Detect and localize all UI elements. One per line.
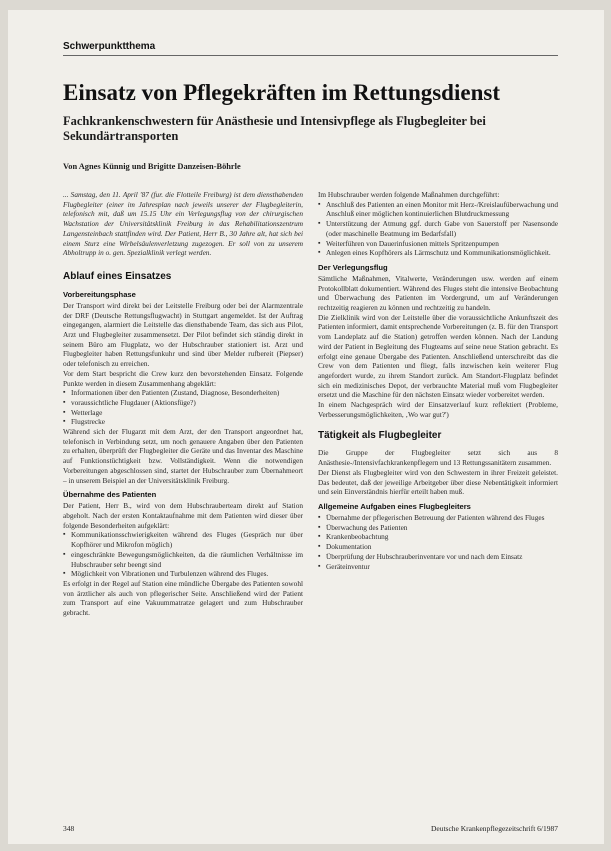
list-item: ▪ Informationen über den Patienten (Zustand, Diagnose, Besonderheiten): [63, 388, 303, 398]
bullet-list: [318, 200, 558, 258]
article-subtitle: Fachkrankenschwestern für Anästhesie und Intensivpflege als Flugbegleiter bei Sekundärtransporten: [63, 114, 486, 143]
list-item: ▪ Anschluß des Patienten an einen Monitor mit Herz-/Kreislaufüberwachung und Anschluß einer möglichen kontinuierlichen Blutdruckmessung: [318, 200, 558, 219]
paragraph: Während sich der Flugarzt mit dem Arzt, der den Transport angeordnet hat, telefonisch in Verbindung setzt, um noch genauere Angaben über den Patienten zu erhalten, überprüft der Flugbegleiter die Geräte und das Inventar des Maschine auf Funktionstüchtigkeit bzw. Vollständigkeit. Wenn die notwendigen Vorbereitungen abgeschlossen sind, startet der Hubschrauber zum Übernahmeort – in unserem Beispiel an der Universitätsklinik Freiburg.: [63, 427, 303, 485]
list-item: ▪ Unterstützung der Atmung ggf. durch Gabe von Sauerstoff per Nasensonde (oder maschinelle Beatmung im Bedarfsfall): [318, 219, 558, 238]
paragraph: Die Zielklinik wird von der Leitstelle über die voraussichtliche Ankunftszeit des Patienten informiert, damit entsprechende Vorbereitungen (z. B. für den Transport vom Landeplatz auf die Station) getroffen werden können. Nach der Landung wird der Patient in Begleitung des Flugteams auf seine neue Station gebracht. Es erfolgt eine genaue Übergabe des Patienten. Anschließend unterschreibt das die Crew von dem Patienten und fliegt, falls inzwischen kein weiterer Flug angefordert wurde, zu ihrem Standort zurück. Am Standort-Flugplatz befindet sich ein medizinisches Depot, der verbrauchte Material muß vom Flugbegleiter ersetzt und die Maschine für den nächsten Einsatz wieder vorbereitet werden.: [318, 312, 558, 400]
paragraph: Der Patient, Herr B., wird von dem Hubschrauberteam direkt auf Station abgeholt. Nach der ersten Kontaktaufnahme mit dem Patienten wird dieser über folgende Besonderheiten aufgeklärt:: [63, 501, 303, 530]
list-item: ▪ Dokumentation: [318, 542, 558, 552]
byline: Von Agnes Künnig und Brigitte Danzeisen-Böhrle: [63, 162, 241, 171]
list-item: ▪ Weiterführen von Dauerinfusionen mittels Spritzenpumpen: [318, 239, 558, 249]
list-item: ▪ Übernahme der pflegerischen Betreuung der Patienten während des Fluges: [318, 513, 558, 523]
heading-vorbereitung: Vorbereitungsphase: [63, 289, 136, 299]
right-column: [318, 190, 558, 571]
article-title: Einsatz von Pflegekräften im Rettungsdienst: [63, 80, 500, 105]
list-item: ▪ Geräteinventur: [318, 562, 558, 572]
page-number: 348: [63, 824, 75, 833]
list-item: ▪ eingeschränkte Bewegungsmöglichkeiten, da die räumlichen Verhältnisse im Hubschrauber sehr beengt sind: [63, 550, 303, 569]
heading-aufgaben: Allgemeine Aufgaben eines Flugbegleiters: [318, 501, 471, 511]
paragraph: Im Hubschrauber werden folgende Maßnahmen durchgeführt:: [318, 190, 500, 199]
paragraph: In einem Nachgespräch wird der Einsatzverlauf kurz reflektiert (Probleme, Verbesserungsmöglichkeiten, ‚Wo war gut?'): [318, 400, 558, 419]
list-item: ▪ Wetterlage: [63, 408, 303, 418]
list-item: ▪ Überprüfung der Hubschrauberinventare vor und nach dem Einsatz: [318, 552, 558, 562]
heading-verlegung: Der Verlegungsflug: [318, 262, 388, 272]
list-item: ▪ Kommunikationsschwierigkeiten während des Fluges (Gespräch nur über Kopfhörer und Mikrofon möglich): [63, 530, 303, 549]
intro-paragraph: ... Samstag, den 11. April '87 (fur. die Flotteile Freiburg) ist dem diensthabenden Flugbegleiter (einer im Jahresplan nach jeweils unserer der Flugbegleiterin, telefonisch mit, daß um 15.15 Uhr ein Verlegungsflug von der chirurgischen Wachstation der Universitätsklinik Freiburg in das Rehabilitationszentrum Langensteinbach stattfinden wird. Der Patient, Herr B., 30 Jahre alt, hat sich bei einem Sturz eine Wirbelsäulenverletzung zugezogen. Er soll von zu unserem Abholtrupp in o. gen. Spezialklinik verlegt werden.: [63, 190, 303, 258]
paragraph: Vor dem Start bespricht die Crew kurz den bevorstehenden Einsatz. Folgende Punkte werden in diesem Zusammenhang abgeklärt:: [63, 368, 303, 388]
paragraph: Sämtliche Maßnahmen, Vitalwerte, Veränderungen usw. werden auf einem Protokollblatt dokumentiert. Während des Fluges steht die intensive Beobachtung und Überwachung des Patienten im Vordergrund, um auf Veränderungen rechtzeitig reagieren zu können und rechtzeitig zu handeln.: [318, 273, 558, 313]
journal-name: Deutsche Krankenpflegezeitschrift 6/1987: [430, 824, 558, 833]
paragraph: Die Gruppe der Flugbegleiter setzt sich aus 8 Anästhesie-/Intensivfachkrankenpflegern und 13 Rettungssanitätern zusammen.: [318, 448, 558, 468]
document-page: [8, 10, 604, 844]
list-item: ▪ Überwachung des Patienten: [318, 523, 558, 533]
paragraph: Es erfolgt in der Regel auf Station eine mündliche Übergabe des Patienten sowohl von ärztlicher als auch von pflegerischer Seite. Anschließend wird der Patient zum Transport auf eine Vakuummatratze gelagert und zum Hubschrauber gebracht.: [63, 578, 303, 618]
heading-taetigkeit: Tätigkeit als Flugbegleiter: [318, 430, 442, 442]
bullet-list: [63, 530, 303, 579]
list-item: ▪ voraussichtliche Flugdauer (Aktionsfüge?): [63, 398, 303, 408]
list-item: ▪ Krankenbeobachtung: [318, 532, 558, 542]
heading-ablauf: Ablauf eines Einsatzes: [63, 270, 172, 282]
paragraph: Der Transport wird direkt bei der Leitstelle Freiburg oder bei der Alarmzentrale der DRF (Deutsche Rettungsflugwacht) in Stuttgart angemeldet. Ist der Auftrag eingegangen, alarmiert die Leitstelle das diensthabende Team, das sich aus Pilot, Arzt und Flugbegleiter zusammensetzt. Der Pilot befindet sich ständig direkt in seinem Büro am Flugplatz, wo der Hubschrauber stationiert ist. Arzt und Flugbegleiter haben Rettungsfunkuhr und sind über Melder rufbereit (Piepser) oder telefonisch zu erreichen.: [63, 300, 303, 369]
header-rule: [63, 55, 558, 56]
section-header: Schwerpunktthema: [63, 41, 156, 52]
left-column: [63, 190, 303, 618]
list-item: ▪ Möglichkeit von Vibrationen und Turbulenzen während des Fluges.: [63, 569, 303, 579]
list-item: ▪ Anlegen eines Kopfhörers als Lärmschutz und Kommunikationsmöglichkeit.: [318, 248, 558, 258]
bullet-list: [318, 513, 558, 571]
list-item: ▪ Flugstrecke: [63, 417, 303, 427]
heading-uebernahme: Übernahme des Patienten: [63, 490, 157, 500]
bullet-list: [63, 388, 303, 427]
paragraph: Der Dienst als Flugbegleiter wird von den Schwestern in ihrer Freizeit geleistet. Das bedeutet, daß der jeweilige Arbeitgeber über diese Nebentätigkeit informiert und sein Einverständnis hierfür erteilt haben muß.: [318, 467, 558, 497]
